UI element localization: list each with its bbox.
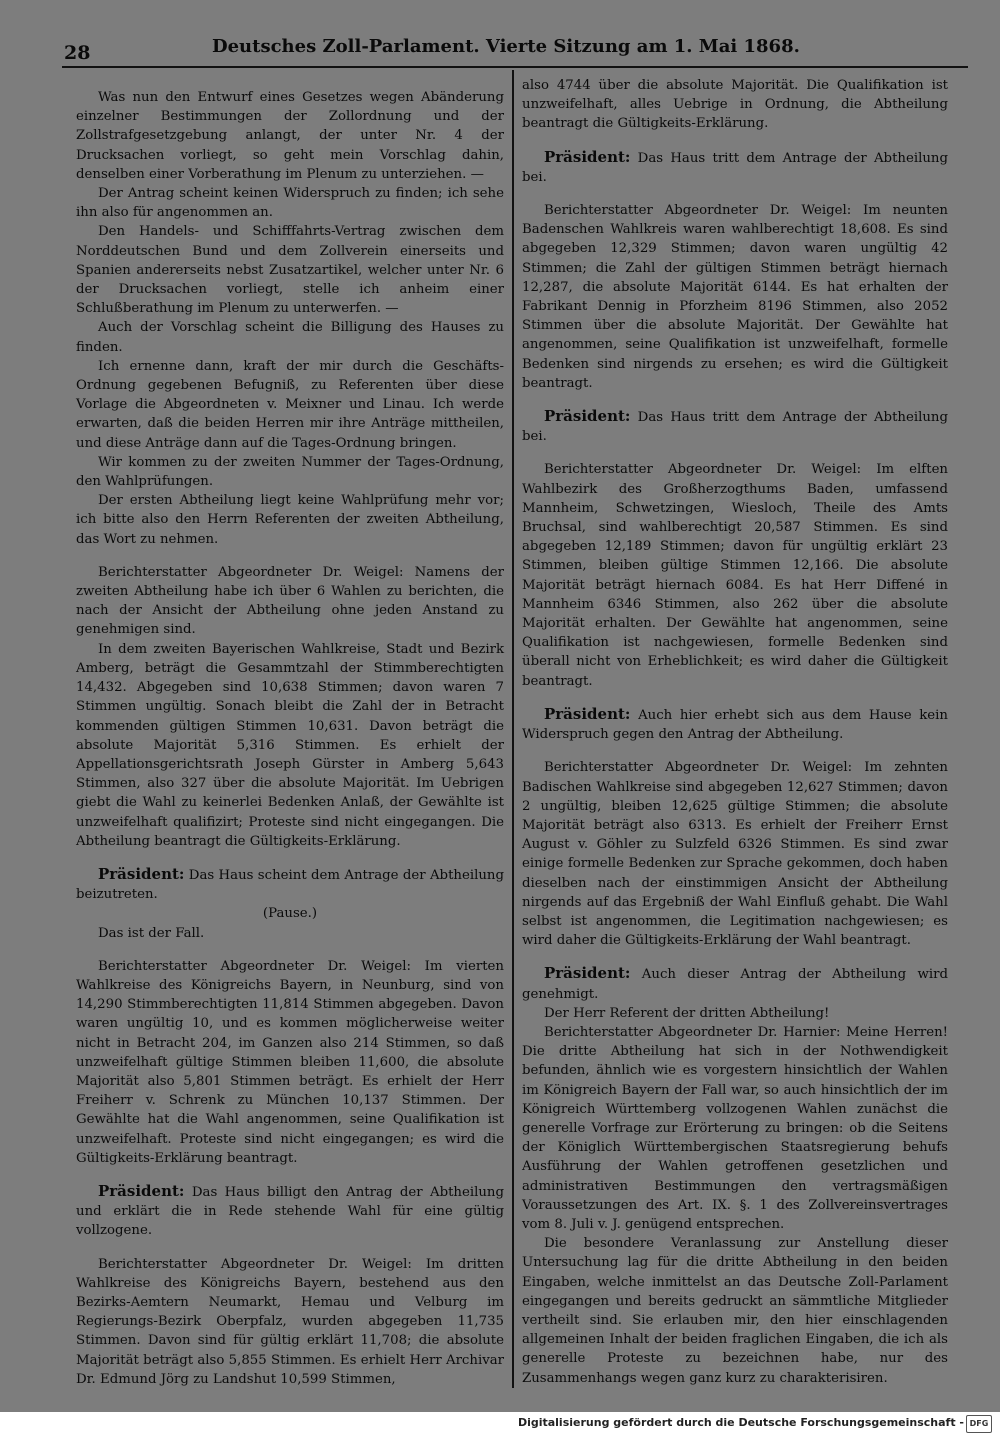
paragraph-text: Berichterstatter Abgeordneter Dr. Weigel: Im elften Wahlbezirk des Großherzogthums Baden, umfassend Mannheim, Schwetzingen, Wiesloch, Theile des Amts Bruchsal, sind wahlberechtigt 20,587 Stimmen. Es sind abgegeben 12,189 Stimmen; davon für ungültig erklärt 23 Stimmen, bleiben gültige Stimmen 12,166. Die absolute Majorität beträgt hiernach 6084. Es hat Herr Diffené in Mannheim 6346 Stimmen, also 262 über die absolute Majorität erhalten. Der Gewählte hat angenommen, seine Qualifikation ist nachgewiesen, formelle Bedenken sind überall nicht von Erheblichkeit; es wird daher die Gültigkeit beantragt.	[522, 462, 948, 689]
speaker-name: Präsident:	[544, 407, 631, 426]
paragraph	[76, 491, 504, 549]
paragraph-text: Auch hier erhebt sich aus dem Hause kein Widerspruch gegen den Antrag der Abtheilung.	[522, 707, 948, 743]
paragraph	[522, 460, 948, 690]
speaker-name: Präsident:	[544, 147, 631, 166]
paragraph-text: Das Haus tritt dem Antrage der Abtheilung bei.	[522, 410, 948, 445]
speaker-name: Präsident:	[98, 864, 185, 883]
paragraph-text: Berichterstatter Abgeordneter Dr. Weigel: Namens der zweiten Abtheilung habe ich über 6 Wahlen zu berichten, die nach der Ansicht der Abtheilung ohne jeden Anstand zu genehmigen sind.	[76, 564, 504, 638]
paragraph-text: Der Antrag scheint keinen Widerspruch zu finden; ich sehe ihn also für angenommen an.	[76, 186, 504, 221]
paragraph	[76, 640, 504, 851]
speaker-name: Präsident:	[544, 704, 631, 723]
paragraph-text: Den Handels- und Schifffahrts-Vertrag zwischen dem Norddeutschen Bund und dem Zollverein einerseits und Spanien andererseits nebst Zusatzartikel, welcher unter Nr. 6 der Drucksachen vorliegt, stelle ich anheim einer Schlußberathung im Plenum zu unterwerfen. —	[76, 224, 504, 317]
paragraph	[76, 453, 504, 491]
paragraph-text: In dem zweiten Bayerischen Wahlkreise, Stadt und Bezirk Amberg, beträgt die Gesammtzahl der Stimmberechtigten 14,432. Abgegeben sind 10,638 Stimmen; davon waren 7 Stimmen ungültig. Sonach bleibt die Zahl der in Betracht kommenden gültigen Stimmen 10,631. Davon beträgt die absolute Majorität 5,316 Stimmen. Es erhielt der Appellationsgerichtsrath Joseph Gürster in Amberg 5,643 Stimmen, also 327 über die absolute Majorität. Im Uebrigen giebt die Wahl zu keinerlei Bedenken Anlaß, der Gewählte ist unzweifelhaft qualifizirt; Proteste sind nicht eingegangen. Die Abtheilung beantragt die Gültigkeits-Erklärung.	[76, 641, 504, 849]
paragraph	[522, 758, 948, 950]
paragraph-text: Auch der Vorschlag scheint die Billigung des Hauses zu finden.	[76, 320, 504, 355]
paragraph	[76, 318, 504, 356]
speaker-paragraph	[76, 865, 504, 904]
column-divider	[512, 70, 514, 1388]
speaker-paragraph	[76, 1182, 504, 1241]
paragraph-text: Ich ernenne dann, kraft der mir durch die Geschäfts-Ordnung gegebenen Befugniß, zu Referenten über diese Vorlage die Abgeordneten v. Meixner und Linau. Ich werde erwarten, daß die beiden Herren mir ihre Anträge mittheilen, und diese Anträge dann auf die Tages-Ordnung bringen.	[76, 358, 504, 451]
right-column	[522, 76, 948, 1388]
paragraph-text: Berichterstatter Abgeordneter Dr. Weigel: Im zehnten Badischen Wahlkreise sind abgegeben 12,627 Stimmen; davon 2 ungültig, bleiben 12,625 gültige Stimmen; die absolute Majorität beträgt also 6313. Es erhielt der Freiherr Ernst August v. Göhler zu Sulzfeld 6326 Stimmen. Es sind zwar einige formelle Bedenken zur Sprache gekommen, doch haben dieselben nach der einstimmigen Ansicht der Abtheilung nirgends auf das Ergebniß der Wahl Einfluß gehabt. Die Wahl selbst ist angenommen, die Legitimation nachgewiesen; es wird daher die Gültigkeits-Erklärung der Wahl beantragt.	[522, 760, 948, 949]
paragraph-text: Der ersten Abtheilung liegt keine Wahlprüfung mehr vor; ich bitte also den Herrn Referenten der zweiten Abtheilung, das Wort zu nehmen.	[76, 493, 504, 547]
paragraph	[76, 924, 504, 943]
paragraph-text: (Pause.)	[262, 906, 318, 922]
left-column	[76, 88, 504, 1389]
paragraph	[76, 563, 504, 640]
paragraph	[76, 904, 504, 923]
paragraph-text: Berichterstatter Abgeordneter Dr. Weigel: Im dritten Wahlkreise des Königreichs Bayern, bestehend aus den Bezirks-Aemtern Neumarkt, Hemau und Velburg im Regierungs-Bezirk Oberpfalz, wurden abgegeben 11,735 Stimmen. Davon sind für gültig erklärt 11,708; die absolute Majorität beträgt also 5,855 Stimmen. Es erhielt Herr Archivar Dr. Edmund Jörg zu Landshut 10,599 Stimmen,	[76, 1256, 504, 1387]
paragraph-text: Das ist der Fall.	[98, 925, 205, 941]
paragraph	[522, 1023, 948, 1234]
paragraph-text: Was nun den Entwurf eines Gesetzes wegen Abänderung einzelner Bestimmungen der Zollordnung und der Zollstrafgesetzgebung anlangt, der unter Nr. 4 der Drucksachen vorliegt, so geht mein Vorschlag dahin, denselben einer Vorberathung im Plenum zu unterziehen. —	[76, 90, 504, 182]
paragraph-text: Das Haus billigt den Antrag der Abtheilung und erklärt die in Rede stehende Wahl für eine gültig vollzogene.	[76, 1184, 504, 1239]
paragraph-text: Berichterstatter Abgeordneter Dr. Weigel: Im vierten Wahlkreise des Königreichs Bayern, in Neunburg, sind von 14,290 Stimmberechtigten 11,814 Stimmen abgegeben. Davon waren ungültig 10, und es kommen möglicherweise weiter nicht in Betracht 204, im Ganzen also 214 Stimmen, so daß unzweifelhaft gültige Stimmen bleiben 11,600, die absolute Majorität also 5,801 Stimmen beträgt. Es erhielt der Herr Freiherr v. Schrenk zu München 10,137 Stimmen. Der Gewählte hat die Wahl angenommen, seine Qualifikation ist unzweifelhaft. Proteste sind nicht eingegangen; es wird die Gültigkeits-Erklärung beantragt.	[76, 958, 504, 1166]
paragraph-text: Die besondere Veranlassung zur Anstellung dieser Untersuchung lag für die dritte Abtheilung in den beiden Eingaben, welche inmittelst an das Deutsche Zoll-Parlament eingegangen und bereits gedruckt an sämmtliche Mitglieder vertheilt sind. Sie erlauben mir, den hier einschlagenden allgemeinen Inhalt der beiden fraglichen Eingaben, die ich als generelle Proteste zu bezeichnen habe, nur des Zusammenhangs wegen ganz kurz zu charakterisiren.	[522, 1236, 948, 1386]
paragraph	[76, 357, 504, 453]
paragraph	[76, 184, 504, 222]
paragraph	[522, 201, 948, 393]
header-rule	[62, 66, 968, 68]
paragraph	[76, 1255, 504, 1389]
paragraph	[76, 88, 504, 184]
paragraph-text: also 4744 über die absolute Majorität. Die Qualifikation ist unzweifelhaft, alles Uebrige in Ordnung, die Abtheilung beantragt die Gültigkeits-Erklärung.	[522, 78, 948, 132]
speaker-paragraph	[522, 148, 948, 187]
dfg-logo-icon: DFG	[966, 1415, 992, 1433]
paragraph-text: Das Haus tritt dem Antrage der Abtheilung bei.	[522, 150, 948, 185]
speaker-name: Präsident:	[544, 964, 631, 983]
speaker-paragraph	[522, 964, 948, 1003]
page-number: 28	[64, 42, 91, 64]
paragraph	[76, 957, 504, 1168]
speaker-paragraph	[522, 705, 948, 744]
paragraph	[522, 1234, 948, 1388]
paragraph-text: Der Herr Referent der dritten Abtheilung!	[544, 1005, 830, 1021]
digitization-note: Digitalisierung gefördert durch die Deutsche Forschungsgemeinschaft -	[517, 1416, 964, 1429]
footer-bar	[0, 1412, 1000, 1436]
paragraph	[522, 76, 948, 134]
paragraph-text: Auch dieser Antrag der Abtheilung wird genehmigt.	[522, 967, 948, 1002]
speaker-name: Präsident:	[98, 1181, 185, 1200]
running-head: Deutsches Zoll-Parlament. Vierte Sitzung am 1. Mai 1868.	[212, 36, 800, 57]
paragraph	[76, 222, 504, 318]
speaker-paragraph	[522, 407, 948, 446]
paragraph-text: Das Haus scheint dem Antrage der Abtheilung beizutreten.	[76, 867, 504, 903]
paragraph-text: Wir kommen zu der zweiten Nummer der Tages-Ordnung, den Wahlprüfungen.	[76, 454, 504, 490]
paragraph-text: Berichterstatter Abgeordneter Dr. Harnier: Meine Herren! Die dritte Abtheilung hat sich in der Nothwendigkeit befunden, ähnlich wie es vorgestern hinsichtlich der Wahlen im Königreich Bayern der Fall war, so auch hinsichtlich der im Königreich Württemberg vollzogenen Wahlen zunächst die generelle Vorfrage zur Erörterung zu bringen: ob die Seitens der Königlich Württembergischen Staatsregierung behufs Ausführung der Wahlen getroffenen gesetzlichen und administrativen Bestimmungen den vertragsmäßigen Voraussetzungen des Art. IX. §. 1 des Zollvereinsvertrages vom 8. Juli v. J. genügend entsprechen.	[522, 1024, 948, 1232]
paragraph	[522, 1004, 948, 1023]
paragraph-text: Berichterstatter Abgeordneter Dr. Weigel: Im neunten Badenschen Wahlkreis waren wahlberechtigt 18,608. Es sind abgegeben 12,329 Stimmen; davon waren ungültig 42 Stimmen; die Zahl der gültigen Stimmen beträgt hiernach 12,287, die absolute Majorität 6144. Es hat erhalten der Fabrikant Dennig in Pforzheim 8196 Stimmen, also 2052 Stimmen über die absolute Majorität. Der Gewählte hat angenommen, seine Qualifikation ist unzweifelhaft, formelle Bedenken sind nirgends zu ersehen; es wird die Gültigkeit beantragt.	[522, 203, 948, 391]
